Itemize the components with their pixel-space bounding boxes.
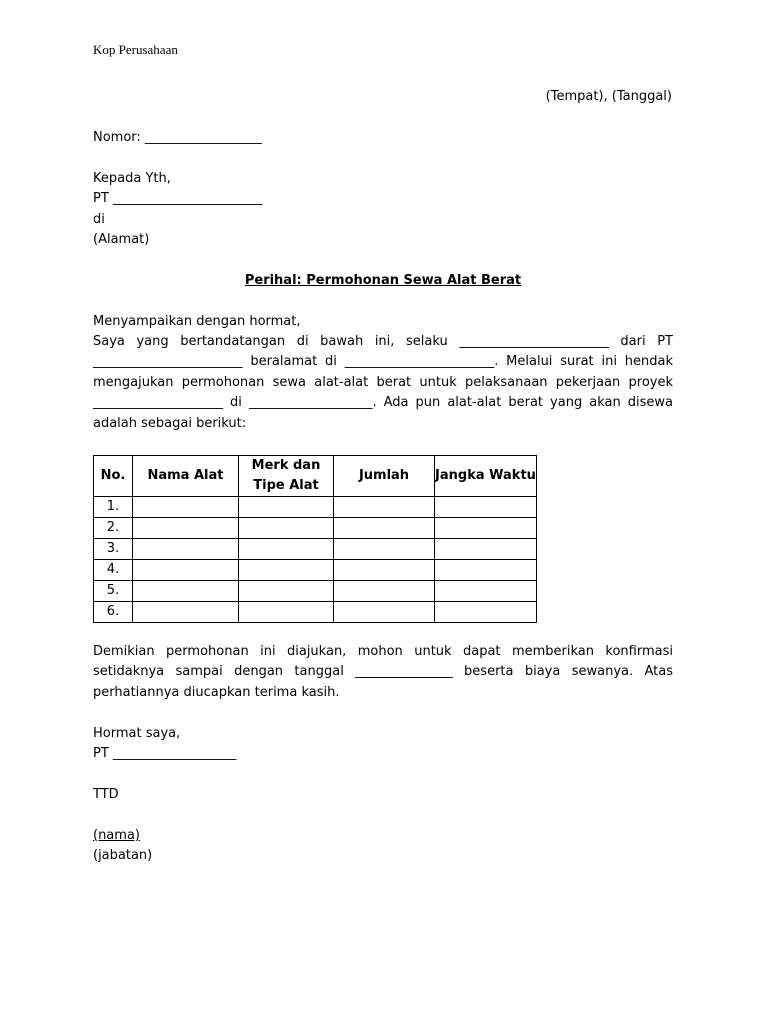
cell-empty	[435, 497, 537, 518]
cell-empty	[133, 602, 239, 623]
table-row	[94, 602, 537, 623]
greeting: Menyampaikan dengan hormat,	[93, 314, 301, 329]
recipient-company: PT _______________________	[93, 191, 263, 207]
opening-paragraph: Saya yang bertandatangan di bawah ini, selaku _______________________ dari PT _______________________ beralamat di _______________________. Melalui surat ini hendak mengajukan permohonan sewa alat-alat berat untuk pelaksanaan pekerjaan proyek ____________________ di ___________________. Ada pun alat-alat berat yang akan disewa adalah sebagai berikut:	[93, 334, 673, 431]
cell-empty	[334, 602, 435, 623]
signature-spacer	[93, 806, 236, 826]
cell-empty	[133, 518, 239, 539]
cell-empty	[133, 581, 239, 602]
subject-line: Perihal: Permohonan Sewa Alat Berat	[244, 273, 522, 288]
header-jangka-waktu: Jangka Waktu	[435, 456, 537, 497]
table-row	[94, 518, 537, 539]
signer-position: (jabatan)	[93, 848, 153, 864]
header-merk-tipe: Merk dan Tipe Alat	[239, 456, 334, 497]
signature-spacer	[93, 765, 236, 785]
place-date: (Tempat), (Tanggal)	[545, 89, 672, 104]
row-number: 1.	[94, 497, 133, 518]
row-number: 2.	[94, 518, 133, 539]
equipment-table	[93, 455, 537, 623]
cell-empty	[239, 560, 334, 581]
closing-paragraph: Demikian permohonan ini diajukan, mohon untuk dapat memberikan konfirmasi setidaknya sampai dengan tanggal _______________ beserta biaya sewanya. Atas perhatiannya diucapkan terima kasih.	[93, 644, 673, 700]
cell-empty	[334, 539, 435, 560]
table-row	[94, 560, 537, 581]
signature-ttd: TTD	[93, 787, 119, 803]
cell-empty	[239, 602, 334, 623]
cell-empty	[239, 539, 334, 560]
header-nama-alat: Nama Alat	[133, 456, 239, 497]
signer-name: (nama)	[93, 827, 140, 843]
cell-empty	[239, 518, 334, 539]
cell-empty	[435, 518, 537, 539]
closing-regards: Hormat saya,	[93, 726, 181, 741]
row-number: 6.	[94, 602, 133, 623]
cell-empty	[133, 560, 239, 581]
header-no: No.	[94, 456, 133, 497]
cell-empty	[239, 497, 334, 518]
table-row	[94, 581, 537, 602]
cell-empty	[334, 560, 435, 581]
cell-empty	[239, 581, 334, 602]
recipient-address: (Alamat)	[93, 232, 150, 248]
company-letterhead: Kop Perusahaan	[93, 42, 178, 57]
cell-empty	[133, 539, 239, 560]
recipient-block	[93, 169, 262, 251]
signature-block	[93, 724, 236, 867]
table-row	[94, 497, 537, 518]
cell-empty	[334, 581, 435, 602]
sender-company: PT ___________________	[93, 746, 237, 762]
cell-empty	[334, 518, 435, 539]
recipient-di: di	[93, 211, 105, 227]
cell-empty	[435, 539, 537, 560]
cell-empty	[133, 497, 239, 518]
cell-empty	[334, 497, 435, 518]
table-row	[94, 539, 537, 560]
table-header-row	[94, 456, 537, 497]
row-number: 3.	[94, 539, 133, 560]
row-number: 4.	[94, 560, 133, 581]
cell-empty	[435, 581, 537, 602]
row-number: 5.	[94, 581, 133, 602]
cell-empty	[435, 560, 537, 581]
cell-empty	[435, 602, 537, 623]
recipient-salutation: Kepada Yth,	[93, 171, 171, 186]
letter-number: Nomor: __________________	[93, 130, 262, 145]
header-jumlah: Jumlah	[334, 456, 435, 497]
